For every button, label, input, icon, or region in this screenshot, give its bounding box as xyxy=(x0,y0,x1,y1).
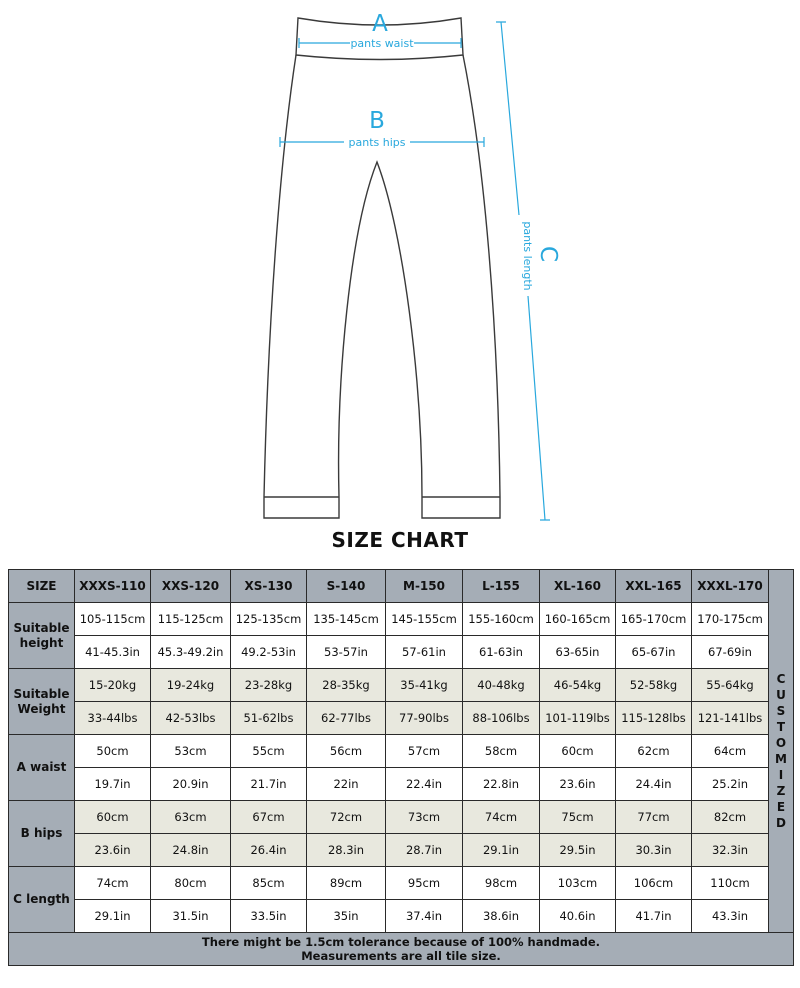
table-cell: 41.7in xyxy=(616,900,692,933)
table-cell: 24.4in xyxy=(616,768,692,801)
measurement-note-line: Measurements are all tile size. xyxy=(301,949,501,963)
table-cell: 72cm xyxy=(307,801,386,834)
table-row xyxy=(9,900,794,933)
table-cell: 135-145cm xyxy=(307,603,386,636)
table-cell: 125-135cm xyxy=(231,603,307,636)
table-cell: 53cm xyxy=(151,735,231,768)
table-cell: 28.7in xyxy=(386,834,463,867)
row-group-label: C length xyxy=(9,867,75,933)
size-chart-table xyxy=(8,569,794,966)
table-cell: 101-119lbs xyxy=(540,702,616,735)
table-cell: 58cm xyxy=(463,735,540,768)
table-cell: 46-54kg xyxy=(540,669,616,702)
size-column-header: XXS-120 xyxy=(151,570,231,603)
table-cell: 40.6in xyxy=(540,900,616,933)
table-cell: 98cm xyxy=(463,867,540,900)
table-cell: 60cm xyxy=(75,801,151,834)
table-cell: 35-41kg xyxy=(386,669,463,702)
table-cell: 23.6in xyxy=(540,768,616,801)
size-column-header: XXXS-110 xyxy=(75,570,151,603)
table-cell: 74cm xyxy=(463,801,540,834)
table-cell: 115-125cm xyxy=(151,603,231,636)
table-cell: 63cm xyxy=(151,801,231,834)
table-cell: 51-62lbs xyxy=(231,702,307,735)
table-cell: 52-58kg xyxy=(616,669,692,702)
table-cell: 30.3in xyxy=(616,834,692,867)
table-cell: 28-35kg xyxy=(307,669,386,702)
table-row xyxy=(9,768,794,801)
table-cell: 35in xyxy=(307,900,386,933)
row-group-label: B hips xyxy=(9,801,75,867)
table-cell: 29.1in xyxy=(463,834,540,867)
table-cell: 67-69in xyxy=(692,636,769,669)
table-cell: 45.3-49.2in xyxy=(151,636,231,669)
table-cell: 67cm xyxy=(231,801,307,834)
table-cell: 53-57in xyxy=(307,636,386,669)
table-cell: 105-115cm xyxy=(75,603,151,636)
table-cell: 20.9in xyxy=(151,768,231,801)
table-cell: 22.4in xyxy=(386,768,463,801)
table-cell: 62cm xyxy=(616,735,692,768)
table-cell: 170-175cm xyxy=(692,603,769,636)
table-cell: 121-141lbs xyxy=(692,702,769,735)
table-row xyxy=(9,603,794,636)
table-cell: 22in xyxy=(307,768,386,801)
table-cell: 145-155cm xyxy=(386,603,463,636)
tolerance-note-line: There might be 1.5cm tolerance because of 100% handmade. xyxy=(201,935,601,949)
table-cell: 15-20kg xyxy=(75,669,151,702)
table-cell: 19.7in xyxy=(75,768,151,801)
table-cell: 57cm xyxy=(386,735,463,768)
table-cell: 49.2-53in xyxy=(231,636,307,669)
table-row xyxy=(9,636,794,669)
table-cell: 64cm xyxy=(692,735,769,768)
table-cell: 29.5in xyxy=(540,834,616,867)
row-group-label: Suitable Weight xyxy=(9,669,75,735)
table-cell: 60cm xyxy=(540,735,616,768)
label-a: A xyxy=(372,11,388,37)
table-cell: 62-77lbs xyxy=(307,702,386,735)
table-header-row xyxy=(9,570,794,603)
table-row xyxy=(9,867,794,900)
table-cell: 95cm xyxy=(386,867,463,900)
table-row xyxy=(9,801,794,834)
label-b: B xyxy=(369,108,385,134)
size-corner-header: SIZE xyxy=(9,570,75,603)
table-cell: 75cm xyxy=(540,801,616,834)
table-cell: 28.3in xyxy=(307,834,386,867)
table-cell: 55cm xyxy=(231,735,307,768)
table-cell: 74cm xyxy=(75,867,151,900)
size-column-header: L-155 xyxy=(463,570,540,603)
table-cell: 77cm xyxy=(616,801,692,834)
table-cell: 42-53lbs xyxy=(151,702,231,735)
table-cell: 24.8in xyxy=(151,834,231,867)
table-cell: 115-128lbs xyxy=(616,702,692,735)
tolerance-note xyxy=(9,933,794,966)
table-cell: 33.5in xyxy=(231,900,307,933)
size-column-header: S-140 xyxy=(307,570,386,603)
label-b-text: pants hips xyxy=(348,136,406,149)
size-column-header: XXXL-170 xyxy=(692,570,769,603)
table-cell: 82cm xyxy=(692,801,769,834)
table-cell: 73cm xyxy=(386,801,463,834)
table-cell: 43.3in xyxy=(692,900,769,933)
table-cell: 57-61in xyxy=(386,636,463,669)
table-cell: 65-67in xyxy=(616,636,692,669)
table-row xyxy=(9,735,794,768)
table-cell: 80cm xyxy=(151,867,231,900)
row-group-label: A waist xyxy=(9,735,75,801)
table-cell: 33-44lbs xyxy=(75,702,151,735)
table-cell: 61-63in xyxy=(463,636,540,669)
table-cell: 63-65in xyxy=(540,636,616,669)
table-cell: 32.3in xyxy=(692,834,769,867)
table-cell: 85cm xyxy=(231,867,307,900)
size-column-header: XXL-165 xyxy=(616,570,692,603)
table-cell: 103cm xyxy=(540,867,616,900)
table-cell: 56cm xyxy=(307,735,386,768)
size-chart-title: SIZE CHART xyxy=(331,528,469,552)
table-cell: 23-28kg xyxy=(231,669,307,702)
row-group-label: Suitable height xyxy=(9,603,75,669)
customized-side-label: C U S T O M I Z E D xyxy=(769,570,794,933)
size-column-header: M-150 xyxy=(386,570,463,603)
table-row xyxy=(9,702,794,735)
table-cell: 106cm xyxy=(616,867,692,900)
table-row xyxy=(9,669,794,702)
table-row xyxy=(9,834,794,867)
table-cell: 55-64kg xyxy=(692,669,769,702)
table-cell: 22.8in xyxy=(463,768,540,801)
table-cell: 37.4in xyxy=(386,900,463,933)
size-column-header: XL-160 xyxy=(540,570,616,603)
size-column-header: XS-130 xyxy=(231,570,307,603)
label-c-text: pants length xyxy=(521,221,534,291)
table-cell: 50cm xyxy=(75,735,151,768)
table-cell: 155-160cm xyxy=(463,603,540,636)
table-cell: 19-24kg xyxy=(151,669,231,702)
table-cell: 88-106lbs xyxy=(463,702,540,735)
table-cell: 110cm xyxy=(692,867,769,900)
table-cell: 160-165cm xyxy=(540,603,616,636)
table-cell: 41-45.3in xyxy=(75,636,151,669)
table-cell: 40-48kg xyxy=(463,669,540,702)
table-cell: 25.2in xyxy=(692,768,769,801)
table-cell: 31.5in xyxy=(151,900,231,933)
table-cell: 29.1in xyxy=(75,900,151,933)
table-cell: 21.7in xyxy=(231,768,307,801)
table-cell: 77-90lbs xyxy=(386,702,463,735)
label-a-text: pants waist xyxy=(350,37,414,50)
table-cell: 165-170cm xyxy=(616,603,692,636)
table-cell: 26.4in xyxy=(231,834,307,867)
table-cell: 23.6in xyxy=(75,834,151,867)
table-cell: 38.6in xyxy=(463,900,540,933)
table-cell: 89cm xyxy=(307,867,386,900)
label-c: C xyxy=(535,245,561,263)
table-footer-row xyxy=(9,933,794,966)
